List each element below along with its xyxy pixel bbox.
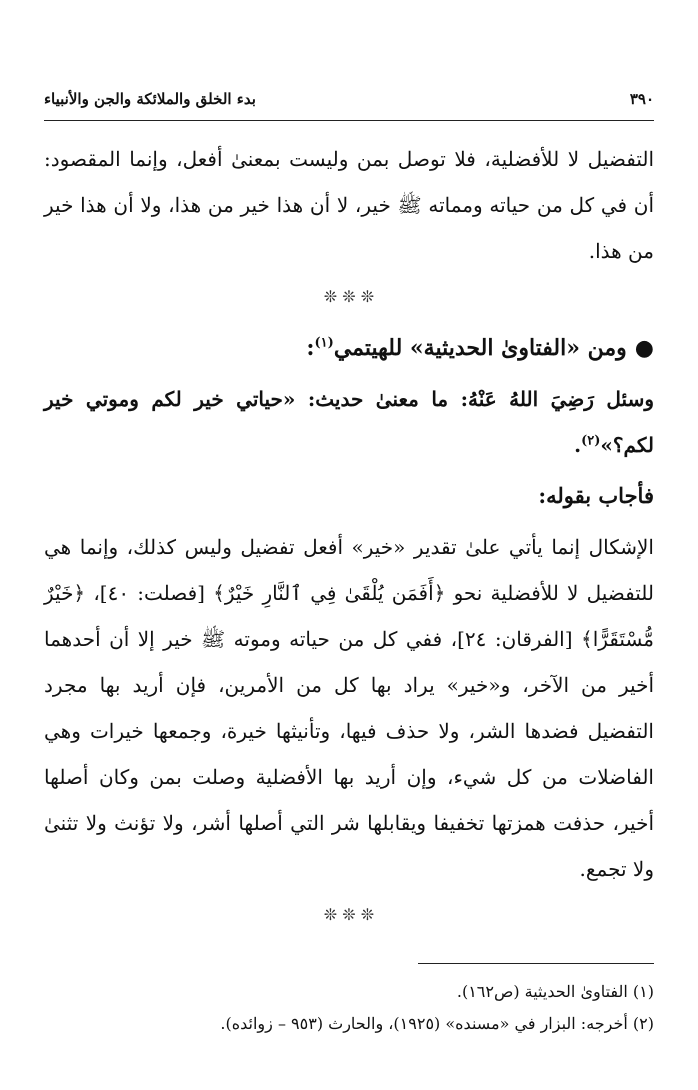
section-heading-text: ومن «الفتاوىٰ الحديثية» للهيتمي (333, 335, 627, 361)
question-text: وسئل رَضِيَ اللهُ عَنْهُ: ما معنىٰ حديث: «حياتي خير لكم وموتي خير لكم؟» (44, 387, 654, 457)
footnote-ref-1[interactable]: (١) (314, 335, 334, 351)
page-header (44, 84, 654, 114)
footnote-divider (418, 963, 654, 964)
footnote-ref-2[interactable]: (٢) (581, 433, 601, 449)
answer-heading: فأجاب بقوله: (538, 483, 654, 508)
footnotes (44, 976, 654, 1040)
running-title: بدء الخلق والملائكة والجن والأنبياء (44, 90, 256, 108)
page-number: ٣٩٠ (629, 90, 654, 108)
bullet-icon: ● (634, 335, 654, 361)
answer-paragraph: الإشكال إنما يأتي علىٰ تقدير «خير» أفعل تفضيل وليس كذلك، وإنما هي للتفضيل لا للأفضلية نحو ﴿أَفَمَن يُلْقَىٰ فِي ٱلنَّارِ خَيْرٌ﴾ [فصلت: ٤٠]، ﴿خَيْرٌ مُّسْتَقَرًّا﴾ [الفرقان: ٢٤]، ففي كل من حياته وموته ﷺ خير إلا أن أحدهما أخير من الآخر، و«خير» يراد بها كل من الأمرين، فإن أريد بها مجرد التفضيل فضدها الشر، ولا حذف فيها، وتأنيثها خيرة، وجمعها خيرات وهي الفاضلات من كل شيء، وإن أريد بها الأفضلية وصلت بمن وكان أصلها أخير، حذفت همزتها تخفيفا ويقابلها شر التي أصلها أشر، ولا تؤنث ولا تثنىٰ ولا تجمع. (44, 535, 654, 881)
section-heading-colon: : (306, 335, 315, 361)
page-body (44, 136, 654, 938)
question-end: . (574, 433, 582, 457)
paragraph-intro: التفضيل لا للأفضلية، فلا توصل بمن وليست بمعنىٰ أفعل، وإنما المقصود: أن في كل من حياته ومماته ﷺ خير، لا أن هذا خير من هذا، ولا أن هذا خير من هذا. (44, 147, 654, 263)
section-heading (44, 320, 654, 376)
header-divider (44, 120, 654, 121)
section-separator: ❊ ❊ ❊ (323, 287, 375, 306)
question-paragraph (44, 376, 654, 468)
footnote-1: (١) الفتاوىٰ الحديثية (ص١٦٢). (456, 982, 654, 1001)
footnote-2: (٢) أخرجه: البزار في «مسنده» (١٩٢٥)، والحارث (٩٥٣ – زوائده). (220, 1014, 654, 1033)
section-separator-end: ❊ ❊ ❊ (323, 905, 375, 924)
